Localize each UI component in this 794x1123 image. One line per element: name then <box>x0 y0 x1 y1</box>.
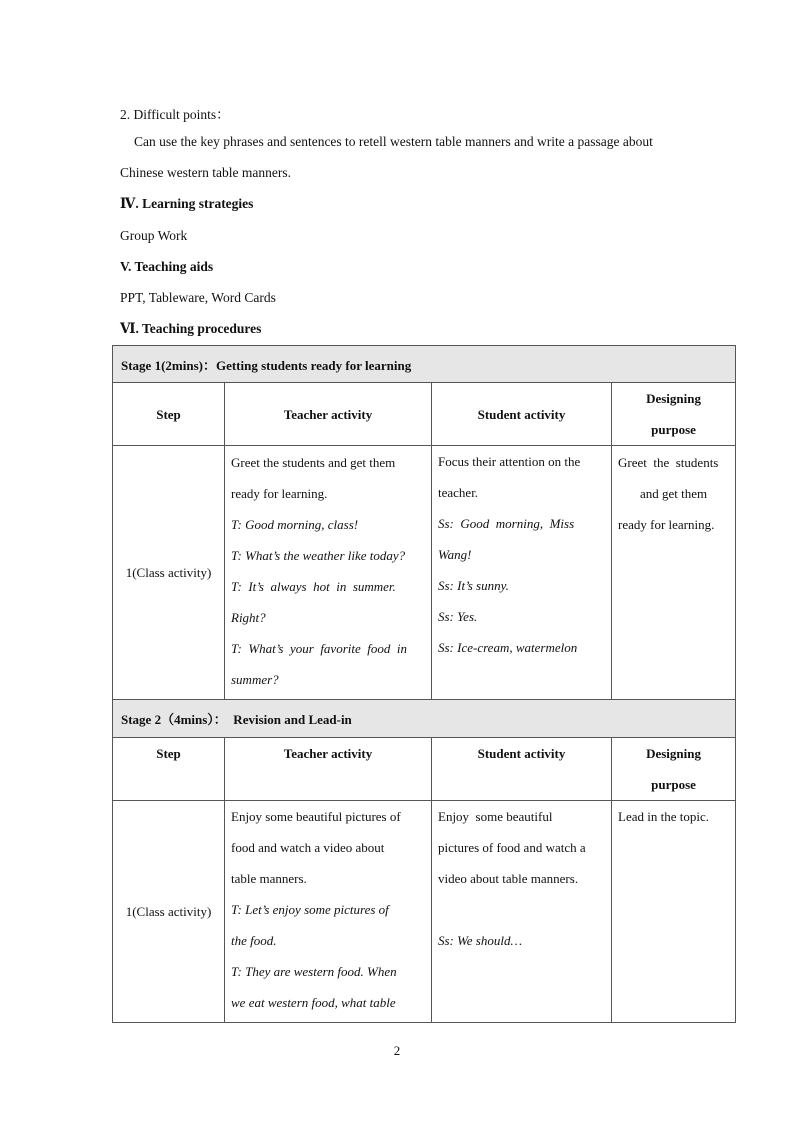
header-designing-purpose <box>612 383 736 446</box>
purpose-line: and get them <box>639 486 708 501</box>
stage-1-student-activity <box>432 446 612 700</box>
difficult-points-line-2: Chinese western table manners. <box>120 165 291 180</box>
purpose-line: Greet the students <box>618 455 719 470</box>
stage-1-row <box>113 346 736 383</box>
header-student-activity: Student activity <box>432 383 612 446</box>
teacher-line: T: What’s the weather like today? <box>231 548 406 563</box>
stage-1-activity-row <box>113 446 736 700</box>
student-line-blank <box>438 894 605 925</box>
teacher-line: Greet the students and get them <box>231 455 396 470</box>
stage-2-teacher-activity <box>225 801 432 1023</box>
student-line: Ss: Yes. <box>438 609 478 624</box>
purpose-line: ready for learning. <box>618 517 715 532</box>
page-number: 2 <box>393 1043 401 1058</box>
teacher-line: the food. <box>231 933 277 948</box>
teacher-line: ready for learning. <box>231 486 328 501</box>
teacher-line: summer? <box>231 672 279 687</box>
header-teacher-label: Teacher activity <box>283 746 373 761</box>
student-line: Focus their attention on the <box>438 454 581 469</box>
teacher-line: T: It’s always hot in summer. <box>231 579 396 594</box>
student-line: video about table manners. <box>438 871 579 886</box>
teaching-aids-heading: V. Teaching aids <box>120 259 214 274</box>
teaching-procedures-table <box>112 345 736 1023</box>
stage-1-title: Stage 1(2mins)：Getting students ready for learning <box>113 346 736 383</box>
teaching-aids-body: PPT, Tableware, Word Cards <box>120 290 276 305</box>
header-teacher-activity <box>225 738 432 801</box>
teacher-line: T: They are western food. When <box>231 964 397 979</box>
stage-2-header-row <box>113 738 736 801</box>
header-student-label: Student activity <box>477 746 566 761</box>
teacher-line: we eat western food, what table <box>231 995 396 1010</box>
stage-1-designing-purpose <box>612 446 736 700</box>
student-line: teacher. <box>438 485 479 500</box>
teacher-line: table manners. <box>231 871 307 886</box>
header-purpose-line-2: purpose <box>651 422 696 437</box>
stage-1-header-row <box>113 383 736 446</box>
stage-2-activity-row <box>113 801 736 1023</box>
stage-2-row <box>113 700 736 738</box>
header-step-label: Step <box>156 746 181 761</box>
header-designing-purpose <box>612 738 736 801</box>
learning-strategies-body: Group Work <box>120 228 188 243</box>
difficult-points-heading: 2. Difficult points： <box>120 107 230 122</box>
teacher-line: T: What’s your favorite food in <box>231 641 407 656</box>
teacher-line: food and watch a video about <box>231 840 385 855</box>
student-line: Enjoy some beautiful <box>438 809 553 824</box>
teaching-procedures-heading: Ⅵ. Teaching procedures <box>120 321 262 336</box>
stage-2-title: Stage 2（4mins）： Revision and Lead-in <box>113 700 736 738</box>
student-line: pictures of food and watch a <box>438 840 586 855</box>
header-teacher-activity: Teacher activity <box>225 383 432 446</box>
teacher-line: T: Good morning, class! <box>231 517 359 532</box>
student-line: Ss: Ice-cream, watermelon <box>438 640 578 655</box>
stage-2-student-activity <box>432 801 612 1023</box>
header-step: Step <box>113 383 225 446</box>
teacher-line: Enjoy some beautiful pictures of <box>231 809 401 824</box>
teacher-line: T: Let’s enjoy some pictures of <box>231 902 389 917</box>
stage-2-step: 1(Class activity) <box>113 801 225 1023</box>
header-student-activity <box>432 738 612 801</box>
learning-strategies-heading: Ⅳ. Learning strategies <box>120 196 254 211</box>
student-line: Ss: Good morning, Miss <box>438 516 575 531</box>
header-step <box>113 738 225 801</box>
stage-2-designing-purpose <box>612 801 736 1023</box>
stage-1-teacher-activity <box>225 446 432 700</box>
student-line: Wang! <box>438 547 472 562</box>
purpose-line: Lead in the topic. <box>618 809 709 824</box>
difficult-points-line-1: Can use the key phrases and sentences to retell western table manners and write a passage about <box>134 134 653 149</box>
header-purpose-line-1: Designing <box>646 746 701 761</box>
header-purpose-line-1: Designing <box>646 391 701 406</box>
header-purpose-line-2: purpose <box>651 777 696 792</box>
teacher-line: Right? <box>231 610 266 625</box>
student-line: Ss: It’s sunny. <box>438 578 509 593</box>
stage-1-step: 1(Class activity) <box>113 446 225 700</box>
student-line: Ss: We should… <box>438 933 523 948</box>
